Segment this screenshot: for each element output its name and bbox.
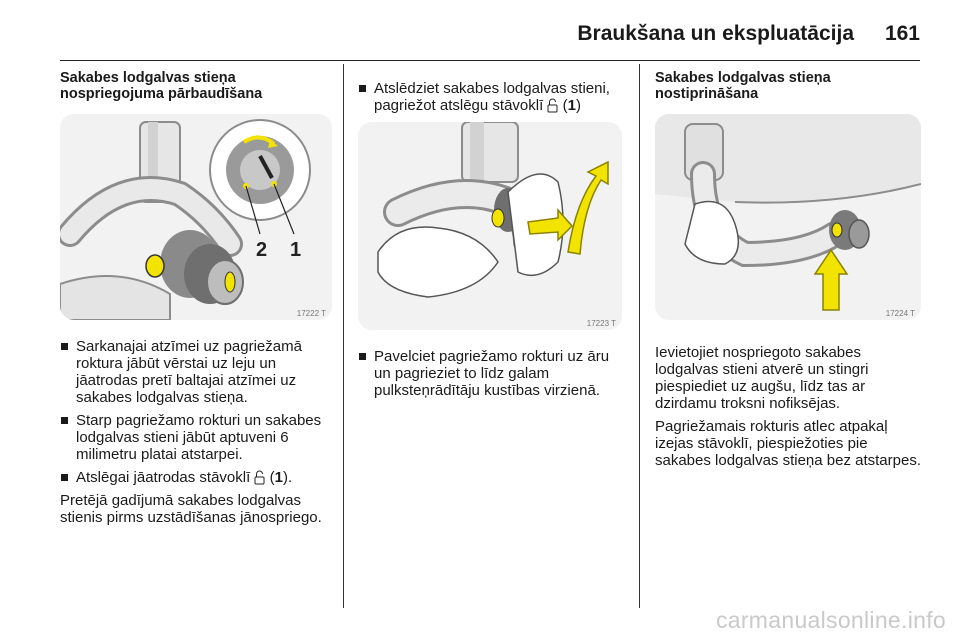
- list-item-text: ): [575, 97, 581, 114]
- reference-number: 1: [274, 469, 283, 486]
- column-divider: [639, 64, 640, 608]
- list-item: Pavelciet pagriežamo rokturi uz āru un pagrieziet to līdz galam pulksteņrādītāju kustības virzienā.: [358, 348, 626, 399]
- figure-release-bar: [358, 122, 622, 330]
- tow-bar-illustration: [60, 114, 332, 320]
- list-item-text: (: [265, 469, 275, 486]
- section-title-mount: [655, 70, 923, 102]
- column-1: [60, 70, 332, 532]
- figure-code: 17222 T: [296, 309, 326, 318]
- column-divider: [343, 64, 344, 608]
- column-3: [655, 70, 923, 475]
- list-item: Starp pagriežamo rokturi un sakabes lodgalvas stieni jābūt aptuveni 6 milimetru platai atstarpei.: [60, 412, 332, 463]
- section-title-line: Sakabes lodgalvas stieņa: [60, 70, 236, 86]
- unlock-icon: [547, 98, 558, 113]
- list-item-text: ).: [282, 469, 293, 486]
- watermark: carmanualsonline.info: [715, 607, 946, 633]
- list-item: [358, 80, 626, 114]
- reference-number: 1: [567, 97, 576, 114]
- section-title-line: nostiprināšana: [655, 86, 759, 102]
- section-title-line: Sakabes lodgalvas stieņa: [655, 70, 831, 86]
- figure-code: 17224 T: [885, 309, 915, 318]
- figure-mount-bar: [655, 114, 921, 320]
- section-title-line: nospriegojuma pārbaudīšana: [60, 86, 263, 102]
- list-item-text: Atslēgai jāatrodas stāvoklī: [76, 469, 251, 486]
- page-number: 161: [884, 22, 920, 45]
- callout-number: 1: [290, 239, 302, 261]
- instruction-list: [358, 348, 626, 399]
- callout-number: 2: [256, 239, 268, 261]
- list-item-text: (: [558, 97, 568, 114]
- paragraph: Pagriežamais rokturis atlec atpakaļ izejas stāvoklī, piespiežoties pie sakabes lodgalvas stieņa bez atstarpes.: [655, 418, 921, 469]
- paragraph: Pretējā gadījumā sakabes lodgalvas stienis pirms uzstādīšanas jānospriego.: [60, 492, 322, 526]
- figure-check-tension: [60, 114, 332, 320]
- list-item-text: Atslēdziet sakabes lodgalvas stieni, pagriežot atslēgu stāvoklī: [374, 80, 610, 114]
- instruction-list: [60, 338, 332, 486]
- instruction-list: [358, 80, 626, 114]
- list-item: [60, 469, 332, 486]
- tow-bar-mount-illustration: [655, 114, 921, 320]
- page-header: [60, 16, 920, 61]
- paragraph: Ievietojiet nospriegoto sakabes lodgalvas stieni atverē un stingri piespiediet uz augšu, līdz tas ar dzirdamu troksni nofiksējas.: [655, 344, 869, 412]
- tow-bar-release-illustration: [358, 122, 622, 330]
- list-item: Sarkanajai atzīmei uz pagriežamā roktura jābūt vērstai uz leju un jāatrodas pretī baltajai atzīmei uz sakabes lodgalvas stieņa.: [60, 338, 332, 406]
- column-2: [358, 70, 626, 405]
- page-title: Braukšana un ekspluatācija: [577, 22, 854, 45]
- unlock-icon: [254, 470, 265, 485]
- section-title-check: [60, 70, 332, 102]
- figure-code: 17223 T: [586, 319, 616, 328]
